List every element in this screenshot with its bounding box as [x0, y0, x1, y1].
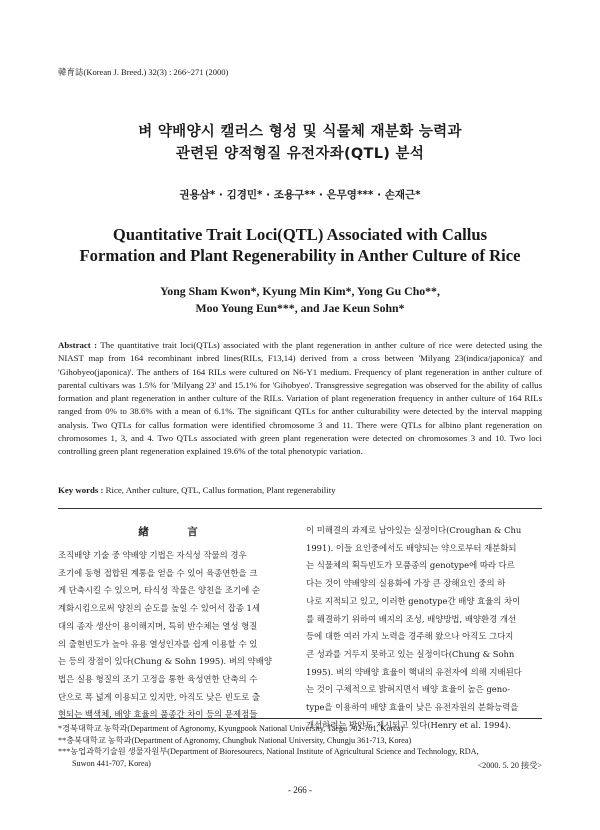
english-title-line-2: Formation and Plant Regenerability in Anther Culture of Rice [79, 246, 521, 265]
abstract-label: Abstract : [58, 340, 98, 350]
korean-title-line-1: 벼 약배양시 캘러스 형성 및 식물체 재분화 능력과 [138, 124, 462, 140]
section-heading-introduction: 緖 言 [138, 526, 212, 538]
right-column [306, 522, 542, 734]
body-line: 는 것이 구체적으로 밝혀지면서 배양 효율이 높은 geno- [306, 684, 511, 695]
body-line: 는 식물체의 획득빈도가 모품종의 genotype에 따라 다르 [306, 560, 515, 571]
body-line: 조기에 동형 접합된 계통을 얻을 수 있어 육종연한을 크 [58, 567, 258, 578]
abstract-text: The quantitative trait loci(QTLs) associated with the plant regeneration in anther culture of rice were detected using the NIAST map from 164 recombinant inbred lines(RILs, F13,14) derived from a cross between 'Milyang 23(indica/japonica)' and 'Gihobyeo(japonica)'. The anthers of 164 RILs were cultured on N6-Y1 medium. Frequency of plant regeneration in anther culture of parental cultivars was 1.5% for 'Milyang 23' and 15.1% for 'Gihobyeo'. Transgressive segregation was observed for the ability of callus formation and plant regeneration in anther culture of the RILs. Variation of plant regeneration frequency in anther culture of 164 RILs ranged from 0% to 38.6% with a mean of 6.1%. The significant QTLs for anther culturability were detected by the interval mapping analysis. Two QTLs for callus formation were identified chromosome 3 and 11. There were QTLs for albino plant regeneration on chromosomes 1, 3, and 4. Two QTLs associated with green plant regeneration were detected on chromosomes 3 and 10. Two loci controlling green plant regeneration explained 19.6% of the total phenotypic variation. [58, 340, 543, 457]
abstract [58, 339, 542, 459]
korean-authors: 권용삼* · 김경민* · 조용구** · 은무영*** · 손재근* [179, 189, 421, 201]
body-line: 를 해결하기 위하여 배지의 조성, 배양방법, 배양환경 개선 [306, 613, 517, 624]
footnote: ***농업과학기술원 생물자원부(Department of Bioresourecs, National Institute of Agricultural Science and Technology, RDA, [58, 747, 479, 757]
body-line: 나로 지적되고 있고, 이러한 genotype간 배양 효율의 차이 [306, 595, 521, 606]
body-line: 단으로 폭 넓게 이용되고 있지만, 아직도 낮은 빈도로 출 [58, 691, 260, 702]
body-line: 법은 실용 형질의 조기 고정을 통한 육성연한 단축의 수 [58, 673, 258, 684]
korean-title-line-2: 관련된 양적형질 유전자좌(QTL) 분석 [175, 146, 425, 162]
body-line: 대의 종자 생산이 용이해지며, 특히 반수체는 열성 형질 [58, 620, 258, 631]
left-column [58, 547, 292, 724]
body-line: 현되는 백색체, 배양 효율의 품종간 차이 등의 문제점들 [58, 709, 258, 720]
footnote: Suwon 441-707, Korea) [72, 758, 151, 768]
body-line: 큰 성과를 거두지 못하고 있는 실정이다(Chung & Sohn [306, 648, 515, 659]
footnote: *경북대학교 농학과(Department of Agronomy, Kyungpook National University, Taegu 702-701, Korea) [58, 724, 404, 733]
english-title-line-1: Quantitative Trait Loci(QTL) Associated with Callus [112, 225, 488, 244]
english-authors-line-2: Moo Young Eun***, and Jae Keun Sohn* [195, 301, 405, 315]
body-line: 는 등의 장점이 있다(Chung & Sohn 1995). 벼의 약배양 [58, 656, 272, 667]
body-line: 1995). 벼의 약배양 효율이 핵내의 유전자에 의해 지배된다 [306, 666, 522, 677]
body-line: 이 미해결의 과제로 남아있는 실정이다(Croughan & Chu [306, 525, 522, 535]
body-line: 1991). 이들 요인중에서도 배양되는 약으로부터 재분화되 [306, 542, 517, 553]
body-line: 조직배양 기술 중 약배양 기법은 자식성 작물의 경우 [58, 550, 247, 560]
body-line: 게 단축시킬 수 있으며, 타식성 작물은 양친을 조기에 순 [58, 585, 260, 596]
keywords-label: Key words : [58, 485, 104, 495]
body-line: 개선하려는 방안도 제시되고 있다(Henry et al. 1994). [306, 719, 511, 730]
body-line: 계화시킴으로써 양친의 순도를 높일 수 있어서 잡종 1세 [58, 603, 260, 614]
keywords-text: Rice, Anther culture, QTL, Callus formation, Plant regenerability [105, 485, 336, 495]
body-line: 다는 것이 약배양의 실용화에 가장 큰 장해요인 중의 하 [306, 578, 506, 589]
body-line: 의 출현빈도가 높아 유용 열성인자를 쉽게 이용할 수 있 [58, 638, 258, 649]
english-authors-line-1: Yong Sham Kwon*, Kyung Min Kim*, Yong Gu Cho**, [160, 284, 440, 298]
divider [58, 508, 542, 509]
body-line: type을 이용하여 배양 효율이 낮은 유전자원의 분화능력을 [306, 702, 519, 713]
keywords [58, 485, 542, 495]
body-line: 등에 대한 여러 가지 노력을 경주해 왔으나 아직도 그다지 [306, 631, 514, 642]
journal-reference: 韓育誌(Korean J. Breed.) 32(3) : 266~271 (2000) [58, 67, 229, 77]
footnote: **충북대학교 농학과(Department of Agronomy, Chungbuk National University, Chungju 361-713, Korea) [58, 735, 412, 745]
footnotes [58, 718, 542, 769]
page-number: - 266 - [288, 785, 312, 795]
received-date: <2000. 5. 20 接受> [477, 761, 542, 770]
